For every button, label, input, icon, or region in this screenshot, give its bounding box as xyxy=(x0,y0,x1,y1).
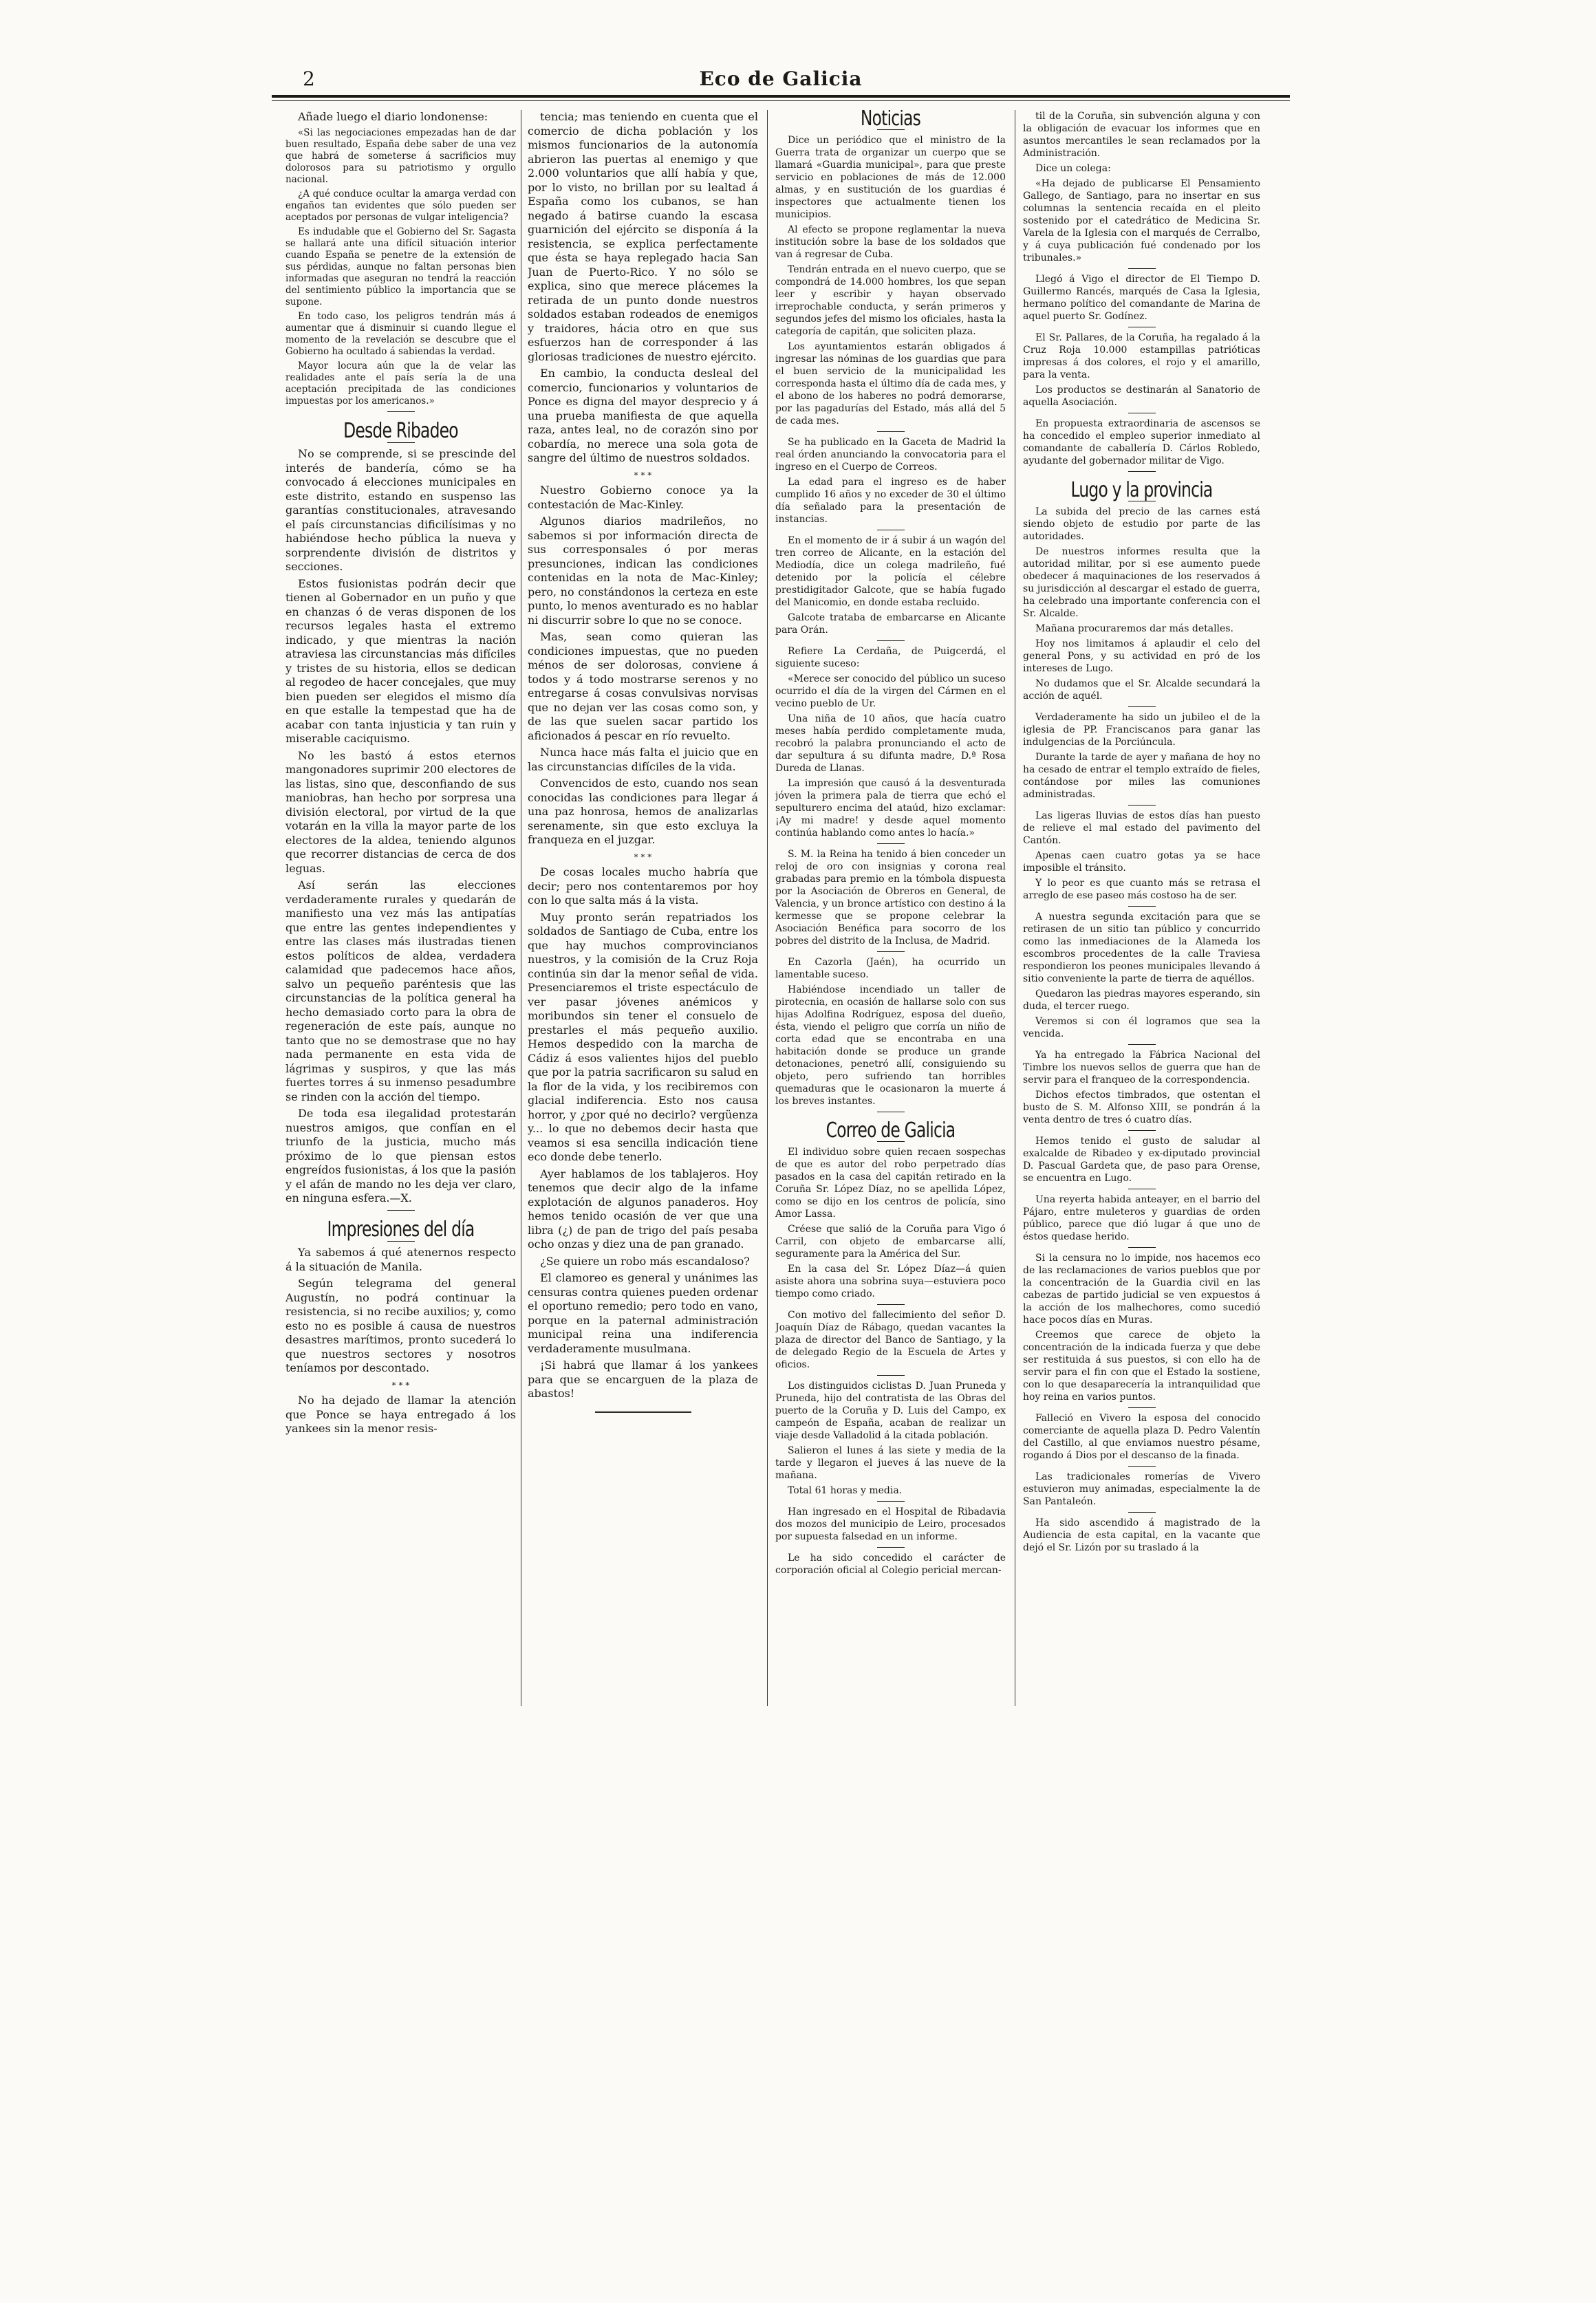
news-item: El individuo sobre quien recaen sospechas de que es autor del robo perpetrado días pasados en la casa del capitán retirado en la Coruña Sr. López Díaz, no se apellida López, como se dijo en los centros de policía, sino Amor Lassa. xyxy=(775,1147,1006,1220)
article-paragraph: El clamoreo es general y unánimes las censuras contra quienes pueden ordenar el oportuno remedio; pero todo en vano, porque en la paternal administración municipal reina una indiferencia verdaderamente musulmana. xyxy=(528,1271,758,1355)
column-4 xyxy=(1023,110,1260,1706)
news-item: La edad para el ingreso es de haber cumplido 16 años y no exceder de 30 el último día señalado para la presentación de instancias. xyxy=(775,477,1006,525)
news-item: Llegó á Vigo el director de El Tiempo D. Guillermo Rancés, marqués de Casa la Iglesia, hermano político del comandante de Marina de aquel puerto Sr. Godínez. xyxy=(1023,274,1260,322)
article-paragraph: Añade luego el diario londonense: xyxy=(298,110,488,123)
article-paragraph: Algunos diarios madrileños, no sabemos si por información directa de sus corresponsales ó por meras presunciones, indican las condiciones contenidas en la nota de Mac-Kinley; pero, no constándonos la certeza en este punto, lo menos aventurado es no hablar ni discurrir sobre lo que no se conoce. xyxy=(528,515,758,627)
news-item: Hemos tenido el gusto de saludar al exalcalde de Ribadeo y ex-diputado provincial D. Pascual Gardeta que, de paso para Orense, se encuentra en Lugo. xyxy=(1023,1136,1260,1184)
news-item: De nuestros informes resulta que la autoridad militar, por si ese aumento puede obedecer á maquinaciones de los reservados á su jurisdicción al descargar el estado de guerra, ha celebrado una importante conferencia con el Sr. Alcalde. xyxy=(1023,546,1260,619)
item-divider xyxy=(1128,706,1156,707)
section-heading: Correo de Galicia xyxy=(826,1118,956,1143)
article-paragraph: No les bastó á estos eternos mangonadores suprimir 200 electores de las listas, sino que, desconfiando de sus maniobras, han hecho por sorpresa una división electoral, por virtud de la que votarán en la villa la mayor parte de los electores de la aldea, teniendo algunos que recorrer distancias de cerca de dos leguas. xyxy=(285,748,516,875)
newspaper-page xyxy=(272,0,1290,2303)
article-paragraph: Ayer hablamos de los tablajeros. Hoy tenemos que decir algo de la infame explotación de algunos panaderos. Hoy hemos tenido ocasión de ver que una libra (¿) de pan de trigo del país pesaba ocho onzas y diez una de pan granado. xyxy=(528,1167,758,1251)
news-item: Verdaderamente ha sido un jubileo el de la iglesia de PP. Franciscanos para ganar las indulgencias de la Porciúncula. xyxy=(1023,712,1260,748)
item-divider xyxy=(877,951,905,952)
news-item: Las ligeras lluvias de estos días han puesto de relieve el mal estado del pavimento del Cantón. xyxy=(1023,810,1260,846)
column-3 xyxy=(775,110,1006,1706)
news-item: Mañana procuraremos dar más detalles. xyxy=(1035,623,1233,634)
news-item: Al efecto se propone reglamentar la nueva institución sobre la base de los soldados que van á regresar de Cuba. xyxy=(775,224,1006,260)
item-divider xyxy=(1128,1247,1156,1248)
article-paragraph: Mayor locura aún que la de velar las realidades ante el país sería la de una aceptación precipitada de las condiciones impuestas por los americanos.» xyxy=(285,360,516,407)
asterism: * * * xyxy=(634,470,652,480)
news-item: Veremos si con él logramos que sea la vencida. xyxy=(1023,1016,1260,1039)
article-paragraph: No ha dejado de llamar la atención que Ponce se haya entregado á los yankees sin la menor resis- xyxy=(285,1394,516,1435)
news-item: «Merece ser conocido del público un suceso ocurrido el día de la virgen del Cármen en el vecino pueblo de Ur. xyxy=(775,673,1006,709)
news-item: Tendrán entrada en el nuevo cuerpo, que se compondrá de 14.000 hombres, los que sepan leer y escribir y hayan observado irreprochable conducta, y serán primeros y segundos jefes del mismo los oficiales, hasta la categoría de capitán, que soliciten plaza. xyxy=(775,264,1006,337)
item-divider xyxy=(1128,1512,1156,1513)
news-item: En el momento de ir á subir á un wagón del tren correo de Alicante, en la estación del Mediodía, dice un colega madrileño, fué detenido por la policía el célebre prestidigitador Galcote, que se había fugado del Manicomio, en donde estaba recluido. xyxy=(775,535,1006,608)
header-rule xyxy=(272,95,1290,98)
article-paragraph: En todo caso, los peligros tendrán más á aumentar que á disminuir si cuando llegue el momento de la revelación se descubre que el Gobierno ha ocultado á sabiendas la verdad. xyxy=(285,310,516,357)
news-item: Refiere La Cerdaña, de Puigcerdá, el siguiente suceso: xyxy=(775,646,1006,669)
article-paragraph: Estos fusionistas podrán decir que tienen al Gobernador en un puño y que en chanzas ó de veras disponen de los recursos legales hasta el extremo indicado, y que mientras la nación atraviesa las circunstancias más difíciles y tristes de su historia, ellos se dedican al regodeo de hacer concejales, que muy bien pueden ser elegidos el mismo día en que estalle la tempestad que ha de acabar con tanta injusticia y tan ruin y miserable caciquismo. xyxy=(285,576,516,745)
news-item: Y lo peor es que cuanto más se retrasa el arreglo de ese paseo más costoso ha de ser. xyxy=(1023,878,1260,901)
asterism: * * * xyxy=(391,1380,410,1390)
article-paragraph: Según telegrama del general Augustín, no podrá continuar la resistencia, si no recibe auxilios; y, como esto no es posible á causa de nuestros desastres marítimos, pronto sucederá lo que nuestros sectores y nosotros teníamos por descontado. xyxy=(285,1277,516,1374)
article-paragraph: De toda esa ilegalidad protestarán nuestros amigos, que confían en el triunfo de la justicia, mucho más próximo de lo que piensan estos engreídos fusionistas, á los que la pasión y el afán de mando no les deja ver claro, en ninguna esfera.—X. xyxy=(285,1107,516,1204)
item-divider xyxy=(1128,1466,1156,1467)
news-item: Si la censura no lo impide, nos hacemos eco de las reclamaciones de varios pueblos que por la concentración de la Guardia civil en las cabezas de partido judicial se ven expuestos á la acción de los malhechores, como sucedió hace pocos días en Muras. xyxy=(1023,1253,1260,1326)
article-paragraph: De cosas locales mucho habría que decir; pero nos contentaremos por hoy con lo que salta más á la vista. xyxy=(528,865,758,907)
article-paragraph: ¿A qué conduce ocultar la amarga verdad con engaños tan evidentes que sólo pueden ser aceptados por personas de vulgar inteligencia? xyxy=(285,188,516,223)
item-divider xyxy=(877,431,905,432)
article-paragraph: Muy pronto serán repatriados los soldados de Santiago de Cuba, entre los que hay muchos comprovincianos nuestros, y la comisión de la Cruz Roja continúa sin dar la menor señal de vida. Presenciaremos el triste espectáculo de ver pasar jóvenes anémicos y moribundos sin tener el consuelo de prestarles el más pequeño auxilio. Hemos despedido con la marcha de Cádiz á esos valientes hijos del pueblo que por la patria sacrificaron su salud en la flor de la vida, y los recibiremos con glacial indiferencia. Esto nos causa horror, y ¿por qué no decirlo? vergüenza y... lo que no debemos decir hasta que veamos si esa sencilla indicación tiene eco donde debe tenerlo. xyxy=(528,910,758,1163)
item-divider xyxy=(1128,268,1156,269)
item-divider xyxy=(877,640,905,641)
news-item: Se ha publicado en la Gaceta de Madrid la real órden anunciando la convocatoria para el ingreso en el Cuerpo de Correos. xyxy=(775,437,1006,473)
news-item: Falleció en Vivero la esposa del conocido comerciante de aquella plaza D. Pedro Valentín del Castillo, al que enviamos nuestro pésame, rogando á Dios por el descanso de la finada. xyxy=(1023,1413,1260,1461)
section-heading: Desde Ribadeo xyxy=(343,418,458,443)
item-divider xyxy=(1128,1407,1156,1408)
news-item: Los productos se destinarán al Sanatorio de aquella Asociación. xyxy=(1023,385,1260,408)
news-item: «Ha dejado de publicarse El Pensamiento Gallego, de Santiago, para no insertar en sus columnas la sentencia recaída en el pleito sostenido por el catedrático de Medicina Sr. Varela de la Iglesia con el marqués de Cerralbo, y á cuya publicación fué condenado por los tribunales.» xyxy=(1023,178,1260,263)
section-heading: Noticias xyxy=(860,110,921,131)
column-separator xyxy=(767,110,768,1706)
news-item: Salieron el lunes á las siete y media de la tarde y llegaron el jueves á las nueve de la mañana. xyxy=(775,1445,1006,1481)
article-paragraph: En cambio, la conducta desleal del comercio, funcionarios y voluntarios de Ponce es digna del mayor desprecio y á una prueba manifiesta de que aquella raza, antes leal, no de corazón sino por cobardía, no merece una sola gota de sangre del último de nuestros soldados. xyxy=(528,367,758,464)
item-divider xyxy=(877,1304,905,1305)
news-item: Los distinguidos ciclistas D. Juan Pruneda y Pruneda, hijo del contratista de las Obras del puerto de la Coruña y D. Luis del Campo, ex campeón de España, acaban de realizar un viaje desde Valladolid á la citada población. xyxy=(775,1381,1006,1441)
item-divider xyxy=(1128,906,1156,907)
news-item: Galcote trataba de embarcarse en Alicante para Orán. xyxy=(775,612,1006,636)
news-item: La impresión que causó á la desventurada jóven la primera pala de tierra que echó el sepulturero encima del ataúd, hizo exclamar: ¡Ay mi madre! y desde aquel momento continúa hablando como antes lo hacía.» xyxy=(775,778,1006,839)
article-paragraph: Convencidos de esto, cuando nos sean conocidas las condiciones para llegar á una paz honrosa, hemos de analizarlas serenamente, sin que esto excluya la franqueza en el juzgar. xyxy=(528,777,758,846)
news-item: Dichos efectos timbrados, que ostentan el busto de S. M. Alfonso XIII, se pondrán á la venta dentro de tres ó cuatro días. xyxy=(1023,1090,1260,1125)
item-divider xyxy=(877,1375,905,1376)
section-divider xyxy=(387,411,415,412)
end-rule xyxy=(595,1411,691,1413)
page-number: 2 xyxy=(303,67,315,90)
article-paragraph: Nunca hace más falta el juicio que en las circunstancias difíciles de la vida. xyxy=(528,746,758,773)
item-divider xyxy=(1128,1130,1156,1131)
news-item: Creemos que carece de objeto la concentración de la indicada fuerza y que debe ser restituida á sus puestos, si con ello ha de servir para el fin con que el Estado la sostiene, con lo que desaparecería la intranquilidad que hoy reina en varios puntos. xyxy=(1023,1330,1260,1403)
news-item: Hoy nos limitamos á aplaudir el celo del general Pons, y su actividad en pró de los intereses de Lugo. xyxy=(1023,638,1260,674)
news-item: Ya ha entregado la Fábrica Nacional del Timbre los nuevos sellos de guerra que han de servir para el franqueo de la correspondencia. xyxy=(1023,1050,1260,1085)
article-paragraph: Así serán las elecciones verdaderamente rurales y quedarán de manifiesto una vez más las antipatías que entre las gentes independientes y entre las clases más ilustradas tienen estos políticos de aldea, verdadera calamidad que padecemos hace años, salvo un pequeño paréntesis que las circunstancias de la política general ha hecho demasiado corto para la obra de regeneración de este país, aunque no tanto que no se demostrase que no hay nada permanente en esta vida de lágrimas y suspiros, y que las más fuertes torres á su inmenso pesadumbre se rinden con la acción del tiempo. xyxy=(285,878,516,1103)
news-item: El Sr. Pallares, de la Coruña, ha regalado á la Cruz Roja 10.000 estampillas patrióticas impresas á dos colores, el rojo y el amarillo, para la venta. xyxy=(1023,332,1260,380)
news-item: Los ayuntamientos estarán obligados á ingresar las nóminas de los guardias que para el buen servicio de la municipalidad les corresponda hasta el último día de cada mes, y el abono de los haberes no podrá demorarse, por las pagadurías del Estado, más allá del 5 de cada mes. xyxy=(775,341,1006,426)
news-item: En propuesta extraordinaria de ascensos se ha concedido el empleo superior inmediato al comandante de caballería D. Cárlos Robledo, ayudante del gobernador militar de Vigo. xyxy=(1023,418,1260,466)
news-item: En la casa del Sr. López Díaz—á quien asiste ahora una sobrina suya—estuviera poco tiempo como criado. xyxy=(775,1264,1006,1299)
header-rule-thin xyxy=(272,100,1290,101)
section-heading: Lugo y la provincia xyxy=(1070,478,1213,502)
news-item: Con motivo del fallecimiento del señor D. Joaquín Díaz de Rábago, quedan vacantes la plaza de director del Banco de Santiago, y la de delegado Regio de la Escuela de Artes y oficios. xyxy=(775,1310,1006,1370)
news-item: A nuestra segunda excitación para que se retirasen de un sitio tan público y concurrido como las inmediaciones de la Alameda los escombros procedentes de la calle Traviesa respondieron los peones municipales llevando á sitio conveniente la parte de tierra de aquéllos. xyxy=(1023,911,1260,984)
news-item: Apenas caen cuatro gotas ya se hace imposible el tránsito. xyxy=(1023,850,1260,874)
article-paragraph: No se comprende, si se prescinde del interés de bandería, cómo se ha convocado á elecciones municipales en este distrito, estando en suspenso las garantías constitucionales, atravesando el país circunstancias dificilísimas y no habiéndose hecho pública la nueva y sorprendente división de distritos y secciones. xyxy=(285,447,516,573)
news-item: Dice un colega: xyxy=(1035,163,1111,174)
item-divider xyxy=(877,1501,905,1502)
section-heading: Impresiones del día xyxy=(327,1217,475,1242)
news-item: Le ha sido concedido el carácter de corporación oficial al Colegio pericial mercan- xyxy=(775,1553,1006,1576)
column-2 xyxy=(528,110,758,1706)
article-paragraph: Ya sabemos á qué atenernos respecto á la situación de Manila. xyxy=(285,1246,516,1273)
item-divider xyxy=(1128,1044,1156,1045)
news-item: Quedaron las piedras mayores esperando, sin duda, el tercer ruego. xyxy=(1023,988,1260,1012)
news-item: S. M. la Reina ha tenido á bien conceder un reloj de oro con insignias y corona real grabadas para premio en la tómbola dispuesta por la Asociación de Obreros en General, de Valencia, y un bronce artístico con destino á la kermesse que se propone celebrar la Asociación Benéfica para socorro de los pobres del distrito de la Inclusa, de Madrid. xyxy=(775,849,1006,947)
news-item: Dice un periódico que el ministro de la Guerra trata de organizar un cuerpo que se llamará «Guardia municipal», para que preste servicio en poblaciones de más de 12.000 almas, y en sustitución de los guardias é inspectores que actualmente tienen los municipios. xyxy=(775,135,1006,220)
news-item: Han ingresado en el Hospital de Ribadavia dos mozos del municipio de Leiro, procesados por supuesta falsedad en un informe. xyxy=(775,1506,1006,1542)
item-divider xyxy=(877,843,905,844)
item-divider xyxy=(877,1547,905,1548)
section-divider xyxy=(387,1210,415,1211)
article-paragraph: Nuestro Gobierno conoce ya la contestación de Mac-Kinley. xyxy=(528,484,758,511)
news-item: Ha sido ascendido á magistrado de la Audiencia de esta capital, en la vacante que dejó el Sr. Lizón por su traslado á la xyxy=(1023,1517,1260,1553)
news-item: Total 61 horas y media. xyxy=(788,1485,903,1496)
article-paragraph: ¿Se quiere un robo más escandaloso? xyxy=(540,1254,750,1268)
column-1 xyxy=(285,110,516,1706)
news-item: Una reyerta habida anteayer, en el barrio del Pájaro, entre muleteros y guardias de orden público, parece que dió lugar á que uno de éstos quedase herido. xyxy=(1023,1194,1260,1242)
news-item: Una niña de 10 años, que hacía cuatro meses había perdido completamente muda, recobró la palabra pronunciando el acto de dar sepultura á su difunta madre, D.ª Rosa Dureda de Llanas. xyxy=(775,713,1006,774)
article-paragraph: Es indudable que el Gobierno del Sr. Sagasta se hallará ante una difícil situación interior cuando España se penetre de la extensión de sus pérdidas, aunque no faltan personas bien informadas que aseguran no tendrá la reacción del sentimiento público la importancia que se supone. xyxy=(285,226,516,307)
article-paragraph: «Si las negociaciones empezadas han de dar buen resultado, España debe saber de una vez que habrá de someterse á sacrificios muy dolorosos para su patriotismo y orgullo nacional. xyxy=(285,127,516,185)
news-item: til de la Coruña, sin subvención alguna y con la obligación de evacuar los informes que en asuntos mercantiles le sean reclamados por la Administración. xyxy=(1023,111,1260,159)
section-divider xyxy=(1128,471,1156,472)
masthead xyxy=(272,63,1290,95)
news-item: La subida del precio de las carnes está siendo objeto de estudio por parte de las autoridades. xyxy=(1023,506,1260,542)
news-item: En Cazorla (Jaén), ha ocurrido un lamentable suceso. xyxy=(775,957,1006,980)
article-paragraph: tencia; mas teniendo en cuenta que el comercio de dicha población y los mismos funcionarios de la autonomía abrieron las puertas al enemigo y que 2.000 voluntarios que allí había y que, por lo visto, no brillan por su lealtad á España como los cubanos, se han negado á batirse cuando la escasa guarnición del ejército se disponía á la resistencia, se explica perfectamente que ésta se haya replegado hacia San Juan de Puerto-Rico. Y no sólo se explica, sino que merece plácemes la retirada de un punto donde nuestros soldados estaban rodeados de enemigos y traidores, hácia otro en que sus esfuerzos han de corresponder á las gloriosas tradiciones de nuestro ejército. xyxy=(528,110,758,363)
news-item: Las tradicionales romerías de Vivero estuvieron muy animadas, especialmente la de San Pantaleón. xyxy=(1023,1471,1260,1507)
newspaper-title: Eco de Galicia xyxy=(699,67,863,90)
article-paragraph: Mas, sean como quieran las condiciones impuestas, que no pueden ménos de ser dolorosas, conviene á todos y á todo mostrarse serenos y no entregarse á cosas convulsivas norvisas que no dejan ver las cosas como son, y de las que suelen sacar partido los aficionados á pescar en río revuelto. xyxy=(528,630,758,742)
article-paragraph: ¡Si habrá que llamar á los yankees para que se encarguen de la plaza de abastos! xyxy=(528,1359,758,1400)
news-item: No dudamos que el Sr. Alcalde secundará la acción de aquél. xyxy=(1023,678,1260,702)
asterism: * * * xyxy=(634,852,652,862)
news-item: Durante la tarde de ayer y mañana de hoy no ha cesado de entrar el templo extraído de fieles, contándose por miles las comuniones administradas. xyxy=(1023,752,1260,800)
news-item: Habiéndose incendiado un taller de pirotecnia, en ocasión de hallarse solo con sus hijas Adolfina Rodríguez, esposa del dueño, ésta, viendo el peligro que corría un niño de corta edad que se encontraba en una habitación donde se produce un grande detonaciones, penetró allí, consiguiendo su objeto, pero sufriendo tan horribles quemaduras que le ocasionaron la muerte á los breves instantes. xyxy=(775,984,1006,1107)
news-item: Créese que salió de la Coruña para Vigo ó Carril, con objeto de embarcarse allí, seguramente para la América del Sur. xyxy=(775,1224,1006,1259)
